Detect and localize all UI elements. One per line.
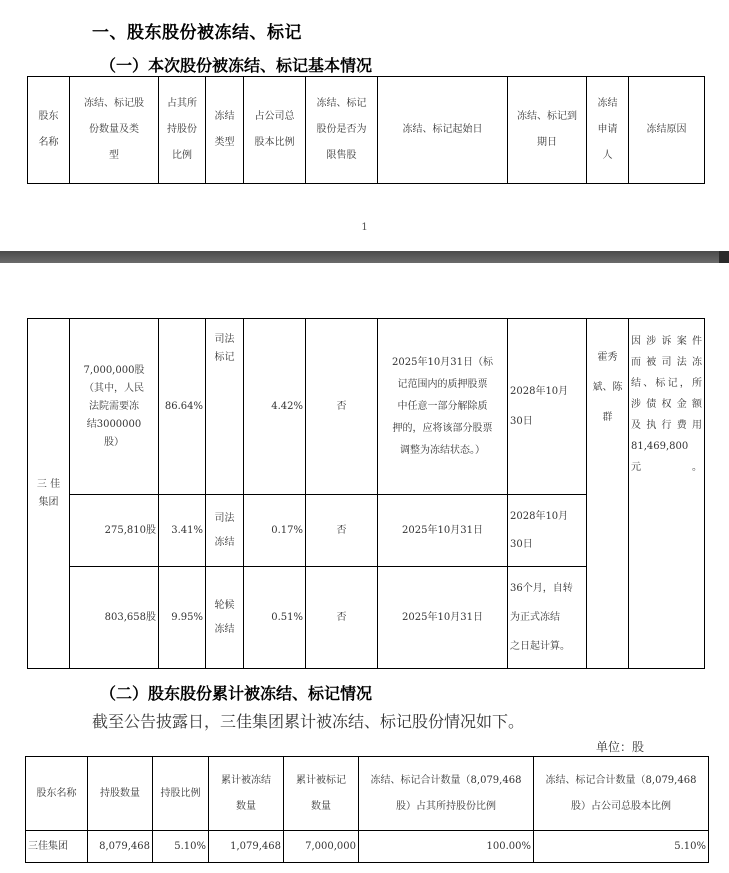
cell-line: 群 — [602, 412, 613, 423]
cell-line: 股东名称 — [36, 787, 77, 799]
quantity-cell — [70, 495, 159, 567]
freeze-basic-table-body — [27, 318, 705, 669]
cell-line: 持股份 — [167, 124, 197, 135]
cell-line: 中任意一部分解除质 — [397, 400, 488, 412]
cell-line: 冻结、标记 — [316, 98, 367, 109]
restricted-cell: 否 — [306, 567, 378, 669]
cell-line: 调整为冻结状态。） — [400, 444, 485, 456]
cell-line: 36个月，自转 — [510, 583, 573, 594]
unit-label: 单位：股 — [596, 740, 645, 754]
table-cell: 1,079,468 — [209, 831, 284, 863]
freeze-type-cell — [206, 567, 244, 669]
table-cell: 5.10% — [534, 831, 709, 863]
column-header — [508, 77, 587, 184]
quantity-cell — [70, 567, 159, 669]
restricted-cell: 否 — [306, 495, 378, 567]
cumulative-freeze-table — [25, 756, 709, 863]
column-header — [28, 77, 70, 184]
cell-line: 司法 — [214, 334, 235, 345]
column-header — [209, 757, 284, 831]
column-header — [284, 757, 359, 831]
cell-line: 30日 — [510, 415, 533, 427]
cell-line: 轮候 — [214, 599, 235, 611]
cell-line: 占公司总 — [254, 111, 295, 122]
cell-line: 涉债权金额 — [631, 399, 702, 410]
ratio-total-cell: 4.42% — [244, 319, 306, 495]
freeze-type-cell — [206, 495, 244, 567]
cell-line: 冻结 — [214, 111, 235, 122]
summary-paragraph: 截至公告披露日，三佳集团累计被冻结、标记股份情况如下。 — [92, 712, 525, 731]
cell-line: 股）占其所持股份比例 — [396, 800, 496, 812]
section-2-title: （二）股东股份累计被冻结、标记情况 — [100, 684, 373, 703]
table-header-row — [26, 757, 709, 831]
page-number: 1 — [361, 222, 368, 233]
ratio-total-cell: 0.51% — [244, 567, 306, 669]
cell-line: 元。 — [631, 462, 702, 473]
freeze-basic-table-header — [27, 76, 705, 184]
cell-line: 2025年10月31日 — [402, 611, 483, 623]
cell-line: 803,658股 — [104, 611, 156, 623]
cell-line: 冻结、标记股 — [84, 98, 144, 109]
quantity-cell — [70, 319, 159, 495]
cell-line: 累计被标记 — [296, 774, 346, 786]
cell-line: 类型 — [214, 137, 235, 148]
cell-line: 冻结、标记到 — [517, 111, 577, 122]
cell-line: 数量 — [311, 800, 331, 812]
cell-line: 冻结 — [597, 98, 618, 109]
cell-line: 数量 — [236, 800, 256, 812]
cell-line: （其中，人民 — [84, 382, 144, 394]
table-cell: 8,079,468 — [88, 831, 153, 863]
cell-line: 7,000,000股 — [83, 364, 145, 376]
ratio-held-cell: 86.64% — [159, 319, 206, 495]
cell-line: 2025年10月31日 — [402, 524, 483, 536]
start-date-cell — [378, 319, 508, 495]
table-row — [26, 831, 709, 863]
cell-line: 2028年10月 — [510, 385, 569, 397]
cell-line: 申请 — [597, 124, 618, 135]
table-cell: 7,000,000 — [284, 831, 359, 863]
cell-line: 集团 — [38, 496, 59, 508]
cell-line: 股份是否为 — [316, 124, 367, 135]
cell-line: 份数量及类 — [89, 124, 139, 135]
column-header — [26, 757, 88, 831]
cell-line: 斌、陈 — [592, 382, 623, 393]
column-header — [159, 77, 206, 184]
cell-line: 冻结、标记合计数量（8,079,468 — [545, 774, 697, 786]
cell-line: 三 佳 — [36, 478, 61, 490]
cell-line: 结3000000 — [86, 418, 142, 430]
freeze-type-cell — [206, 319, 244, 495]
column-header — [88, 757, 153, 831]
end-date-cell — [508, 319, 587, 495]
section-1-title: （一）本次股份被冻结、标记基本情况 — [100, 56, 373, 75]
page-break-bar — [0, 251, 729, 263]
ratio-total-cell: 0.17% — [244, 495, 306, 567]
column-header — [206, 77, 244, 184]
column-header — [153, 757, 209, 831]
column-header — [306, 77, 378, 184]
cell-line: 股本比例 — [254, 137, 295, 148]
cell-line: 累计被冻结 — [221, 774, 271, 786]
start-date-cell — [378, 495, 508, 567]
page-break-corner — [719, 251, 729, 263]
cell-line: 型 — [109, 150, 119, 161]
holder-name-cell — [28, 319, 70, 669]
table-cell: 三佳集团 — [26, 831, 88, 863]
cell-line: 冻结 — [214, 623, 235, 635]
cell-line: 冻结、标记合计数量（8,079,468 — [370, 774, 522, 786]
start-date-cell — [378, 567, 508, 669]
cell-line: 结、标记，所 — [631, 378, 702, 389]
applicant-cell — [587, 319, 629, 669]
table-cell: 100.00% — [359, 831, 534, 863]
table-row — [28, 319, 705, 495]
cell-line: 限售股 — [326, 150, 357, 161]
reason-cell — [629, 319, 705, 669]
cell-line: 持股数量 — [100, 787, 140, 799]
cell-line: 冻结、标记起始日 — [402, 124, 483, 135]
restricted-cell: 否 — [306, 319, 378, 495]
cell-line: 股东 — [38, 111, 59, 122]
ratio-held-cell: 9.95% — [159, 567, 206, 669]
cell-line: 股）占公司总股本比例 — [571, 800, 671, 812]
cell-line: 冻结原因 — [646, 124, 687, 135]
cell-line: 股） — [104, 436, 124, 448]
cell-line: 2025年10月31日（标 — [392, 356, 493, 368]
column-header — [359, 757, 534, 831]
cell-line: 霍秀 — [597, 352, 618, 363]
column-header — [534, 757, 709, 831]
cell-line: 标记 — [214, 352, 235, 363]
cell-line: 名称 — [38, 137, 59, 148]
ratio-held-cell: 3.41% — [159, 495, 206, 567]
cell-line: 司法 — [214, 512, 235, 524]
table-cell: 5.10% — [153, 831, 209, 863]
cell-line: 期日 — [537, 137, 557, 148]
cell-line: 占其所 — [167, 98, 197, 109]
column-header — [244, 77, 306, 184]
cell-line: 因涉诉案件 — [631, 336, 702, 347]
column-header — [378, 77, 508, 184]
cell-line: 2028年10月 — [510, 510, 569, 522]
cell-line: 记范围内的质押股票 — [397, 378, 488, 390]
cell-line: 之日起计算。 — [510, 641, 570, 652]
cell-line: 81,469,800 — [631, 441, 689, 452]
cell-line: 275,810股 — [104, 524, 156, 536]
cell-line: 持股比例 — [160, 787, 201, 799]
cell-line: 押的，应将该部分股票 — [392, 422, 493, 434]
column-header — [587, 77, 629, 184]
cell-line: 为正式冻结 — [510, 612, 560, 623]
cell-line: 冻结 — [214, 536, 235, 548]
cell-line: 法院需要冻 — [89, 400, 139, 412]
cell-line: 而被司法冻 — [631, 357, 702, 368]
page-heading: 一、股东股份被冻结、标记 — [92, 23, 302, 43]
table-header-row — [28, 77, 705, 184]
column-header — [629, 77, 705, 184]
cell-line: 及执行费用 — [631, 420, 702, 431]
cell-line: 比例 — [172, 150, 192, 161]
cell-line: 30日 — [510, 538, 533, 550]
column-header — [70, 77, 159, 184]
end-date-cell — [508, 567, 587, 669]
end-date-cell — [508, 495, 587, 567]
cell-line: 人 — [602, 150, 613, 161]
